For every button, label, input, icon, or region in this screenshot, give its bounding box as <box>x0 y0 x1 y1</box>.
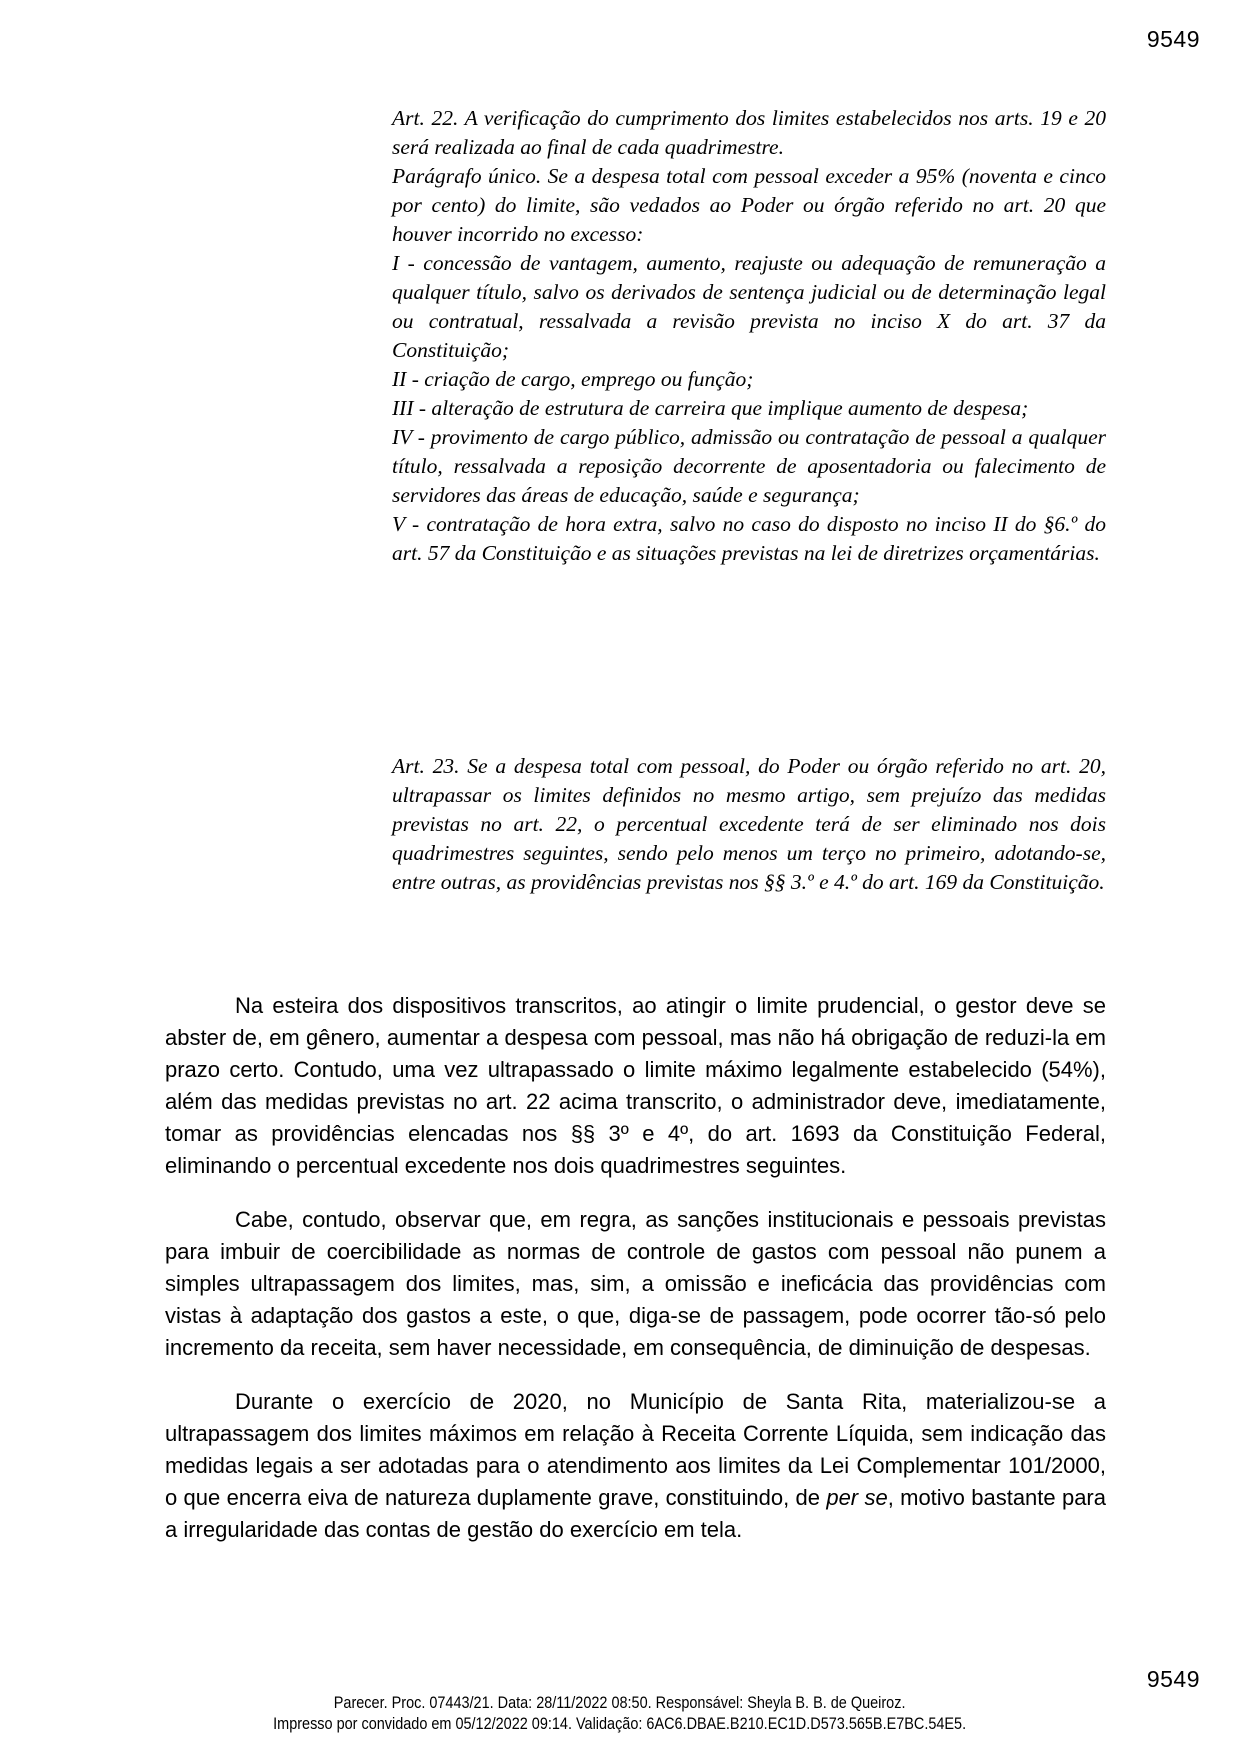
body-paragraph-text: Durante o exercício de 2020, no Município de Santa Rita, materializou-se a ultrapassagem dos limites máximos em relação à Receita Corrente Líquida, sem indicação das medidas legais a ser adotadas para o atendimento aos limites da Lei Complementar 101/2000, o que encerra eiva de natureza duplamente grave, constituindo, de <box>165 1389 1106 1510</box>
body-paragraph: Na esteira dos dispositivos transcritos, ao atingir o limite prudencial, o gestor deve se abster de, em gênero, aumentar a despesa com pessoal, mas não há obrigação de reduzi-la em prazo certo. Contudo, uma vez ultrapassado o limite máximo legalmente estabelecido (54%), além das medidas previstas no art. 22 acima transcrito, o administrador deve, imediatamente, tomar as providências elencadas nos §§ 3º e 4º, do art. 1693 da Constituição Federal, eliminando o percentual excedente nos dois quadrimestres seguintes. <box>165 993 1106 1178</box>
quote-art-22 <box>392 104 1106 568</box>
quote-paragraph: III - alteração de estrutura de carreira que implique aumento de despesa; <box>392 396 1029 420</box>
body-paragraph: Cabe, contudo, observar que, em regra, as sanções institucionais e pessoais previstas para imbuir de coercibilidade as normas de controle de gastos com pessoal não punem a simples ultrapassagem dos limites, mas, sim, a omissão e ineficácia das providências com vistas à adaptação dos gastos a este, o que, diga-se de passagem, pode ocorrer tão-só pelo incremento da receita, sem haver necessidade, em consequência, de diminuição de despesas. <box>165 1207 1106 1360</box>
latin-expression: per se <box>826 1485 888 1510</box>
quote-paragraph: IV - provimento de cargo público, admissão ou contratação de pessoal a qualquer título, ressalvada a reposição decorrente de aposentadoria ou falecimento de servidores das áreas de educação, saúde e segurança; <box>392 425 1106 507</box>
quote-paragraph: Art. 22. A verificação do cumprimento dos limites estabelecidos nos arts. 19 e 20 será realizada ao final de cada quadrimestre. <box>392 106 1106 159</box>
quote-paragraph: Art. 23. Se a despesa total com pessoal, do Poder ou órgão referido no art. 20, ultrapassar os limites definidos no mesmo artigo, sem prejuízo das medidas previstas no art. 22, o percentual excedente terá de ser eliminado nos dois quadrimestres seguintes, sendo pelo menos um terço no primeiro, adotando-se, entre outras, as providências previstas nos §§ 3.º e 4.º do art. 169 da Constituição. <box>392 754 1106 894</box>
page-number-bottom: 9549 <box>1146 1666 1200 1692</box>
page-number-top: 9549 <box>1146 26 1200 52</box>
quote-paragraph: V - contratação de hora extra, salvo no caso do disposto no inciso II do §6.º do art. 57 da Constituição e as situações previstas na lei de diretrizes orçamentárias. <box>392 512 1106 565</box>
body-paragraph-text: , motivo bastante para a irregularidade das contas de gestão do exercício em tela. <box>165 1485 1106 1542</box>
document-footer <box>0 1692 1240 1734</box>
body-text <box>165 990 1106 1568</box>
quote-art-23 <box>392 752 1106 897</box>
quote-paragraph: I - concessão de vantagem, aumento, reajuste ou adequação de remuneração a qualquer título, salvo os derivados de sentença judicial ou de determinação legal ou contratual, ressalvada a revisão prevista no inciso X do art. 37 da Constituição; <box>392 251 1106 362</box>
quote-paragraph: Parágrafo único. Se a despesa total com pessoal exceder a 95% (noventa e cinco por cento) do limite, são vedados ao Poder ou órgão referido no art. 20 que houver incorrido no excesso: <box>392 164 1106 246</box>
footer-lines <box>274 1692 967 1734</box>
quote-paragraph: II - criação de cargo, emprego ou função; <box>392 367 754 391</box>
footer-line-1: Parecer. Proc. 07443/21. Data: 28/11/2022 08:50. Responsável: Sheyla B. B. de Queiroz. <box>334 1693 906 1712</box>
footer-line-2: Impresso por convidado em 05/12/2022 09:14. Validação: 6AC6.DBAE.B210.EC1D.D573.565B.E7BC.54E5. <box>273 1714 967 1733</box>
body-paragraph <box>165 1386 1106 1546</box>
